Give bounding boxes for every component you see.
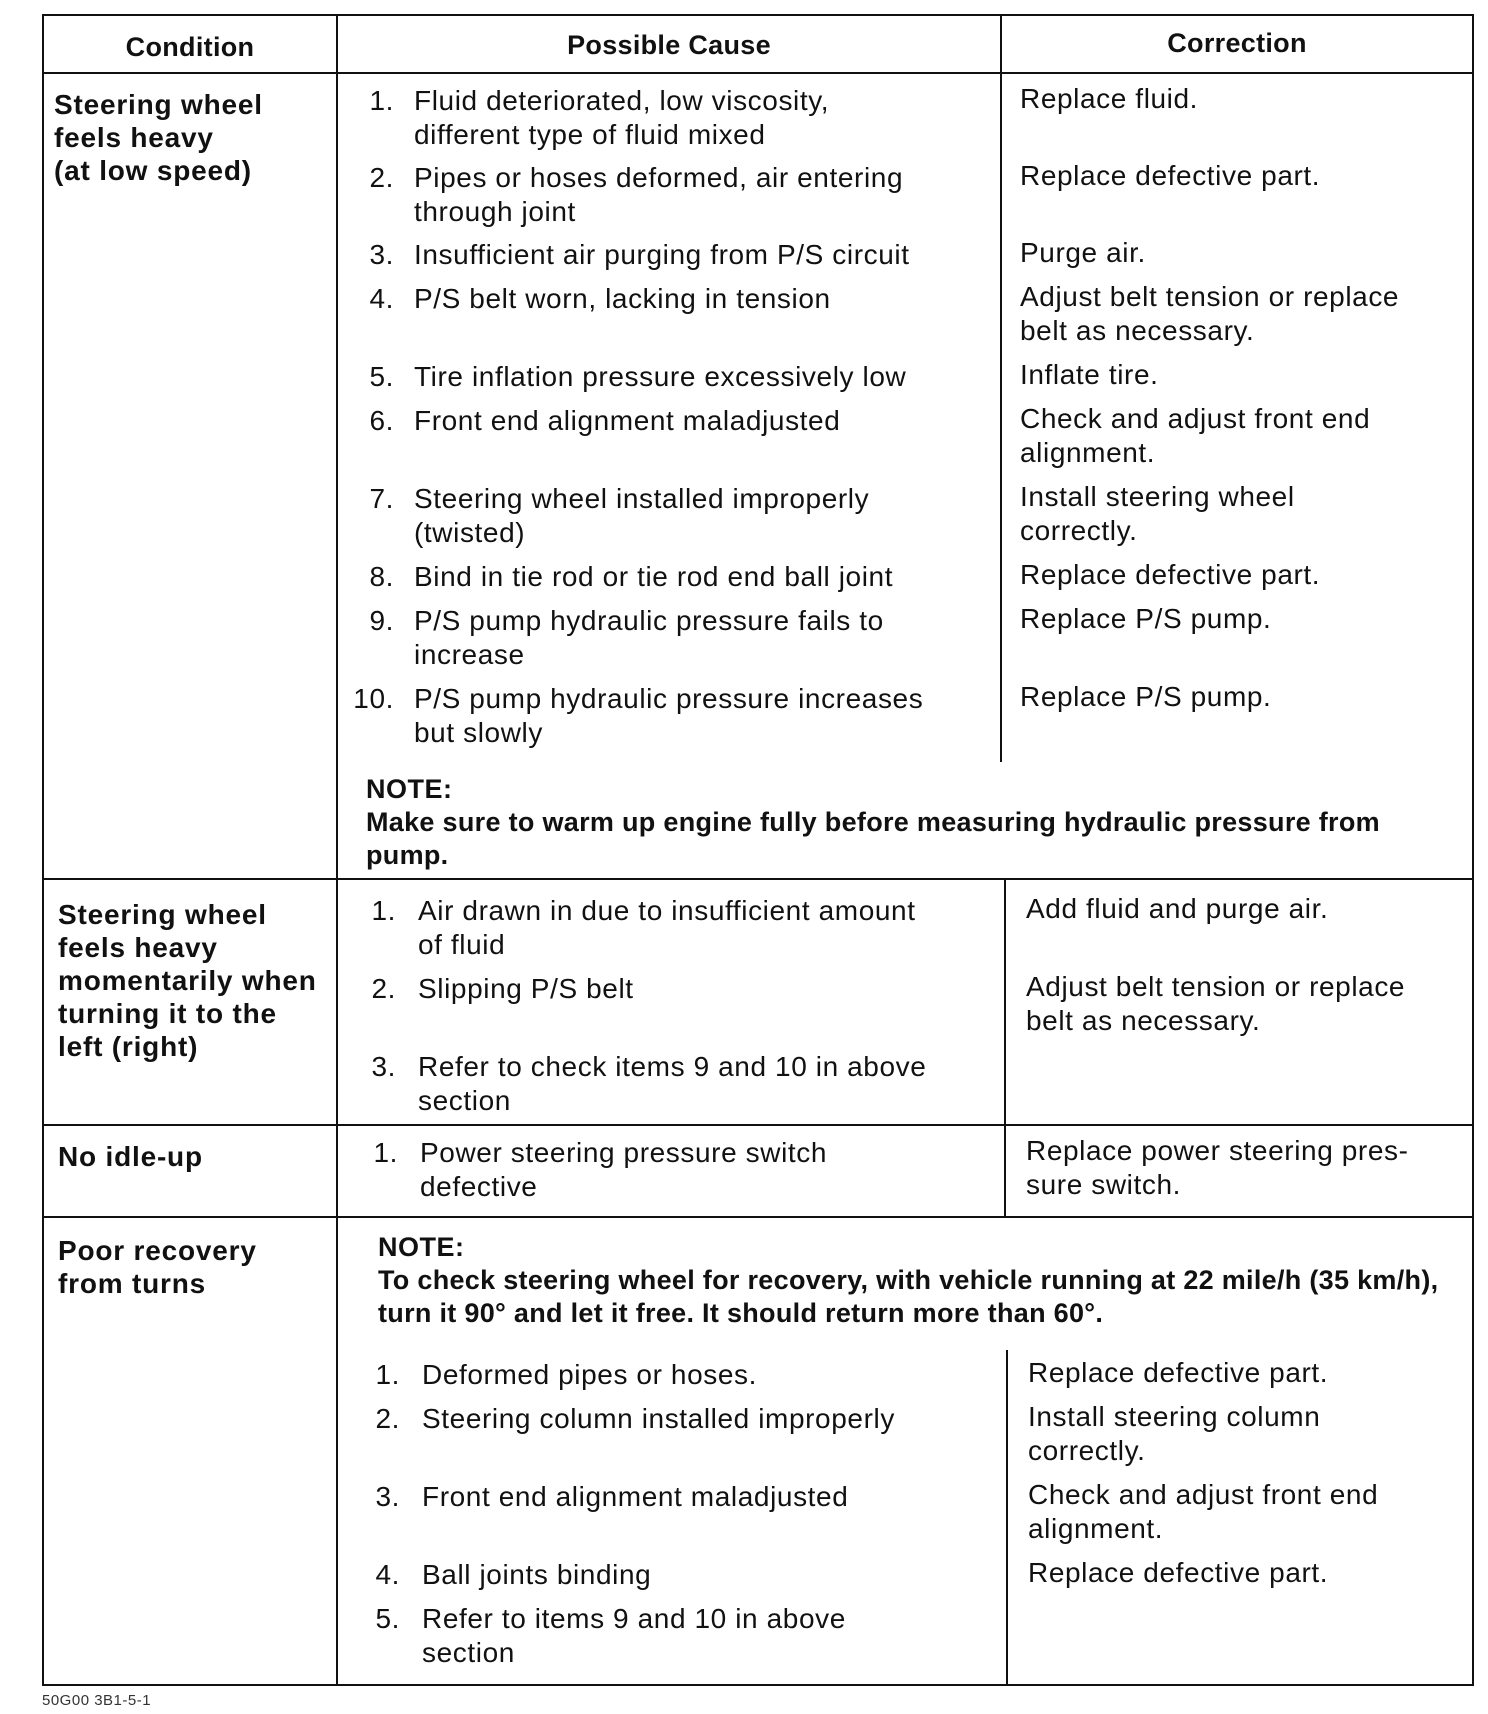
condition-text: Steering wheel [58, 899, 267, 930]
correction-text: Replace P/S pump. [1020, 681, 1272, 712]
cause-text: P/S belt worn, lacking in tension [414, 283, 831, 314]
cause-text: Pipes or hoses deformed, air entering [414, 162, 904, 193]
cause-number: 1. [369, 85, 394, 116]
cause-text: but slowly [414, 717, 543, 748]
cause-text: Refer to check items 9 and 10 in above [418, 1051, 927, 1082]
condition-text: Poor recovery [58, 1235, 257, 1266]
correction-text: sure switch. [1026, 1169, 1182, 1200]
section-rule-3 [42, 1216, 1474, 1218]
column-divider-cause-2 [1004, 878, 1006, 1124]
correction-text: Replace defective part. [1020, 160, 1321, 191]
cause-number: 1. [373, 1137, 398, 1168]
cause-text: section [422, 1637, 515, 1668]
cause-number: 5. [369, 361, 394, 392]
cause-number: 5. [375, 1603, 400, 1634]
cause-text: Power steering pressure switch [420, 1137, 828, 1168]
cause-number: 6. [369, 405, 394, 436]
correction-text: Replace defective part. [1028, 1557, 1329, 1588]
correction-text: Check and adjust front end [1020, 403, 1371, 434]
cause-text: Tire inflation pressure excessively low [414, 361, 907, 392]
cause-number: 1. [371, 895, 396, 926]
cause-text: Deformed pipes or hoses. [422, 1359, 758, 1390]
cause-text: of fluid [418, 929, 506, 960]
header-rule [42, 72, 1474, 74]
condition-text: No idle-up [58, 1141, 203, 1172]
cause-text: through joint [414, 196, 576, 227]
cause-number: 2. [371, 973, 396, 1004]
cause-text: Front end alignment maladjusted [414, 405, 841, 436]
correction-text: Install steering wheel [1020, 481, 1295, 512]
section-rule-2 [42, 1124, 1474, 1126]
correction-text: correctly. [1028, 1435, 1146, 1466]
column-divider-condition [336, 14, 338, 1686]
header-possible-cause: Possible Cause [567, 30, 771, 60]
correction-text: Replace P/S pump. [1020, 603, 1272, 634]
condition-text: Steering wheel [54, 89, 263, 120]
figure-code: 50G00 3B1-5-1 [42, 1692, 152, 1709]
condition-text: turning it to the [58, 998, 277, 1029]
correction-text: Add fluid and purge air. [1026, 893, 1329, 924]
cause-text: (twisted) [414, 517, 526, 548]
note-title: NOTE: [366, 774, 453, 804]
cause-text: different type of fluid mixed [414, 119, 766, 150]
correction-text: Adjust belt tension or replace [1020, 281, 1400, 312]
correction-text: correctly. [1020, 515, 1138, 546]
cause-text: Refer to items 9 and 10 in above [422, 1603, 846, 1634]
column-divider-cause-3 [1004, 1124, 1006, 1216]
condition-text: momentarily when [58, 965, 317, 996]
cause-text: Fluid deteriorated, low viscosity, [414, 85, 830, 116]
note-title: NOTE: [378, 1232, 465, 1262]
cause-text: P/S pump hydraulic pressure fails to [414, 605, 884, 636]
cause-number: 3. [375, 1481, 400, 1512]
correction-text: Replace defective part. [1028, 1357, 1329, 1388]
cause-text: Slipping P/S belt [418, 973, 634, 1004]
correction-text: Purge air. [1020, 237, 1146, 268]
cause-text: Ball joints binding [422, 1559, 652, 1590]
correction-text: Check and adjust front end [1028, 1479, 1379, 1510]
correction-text: alignment. [1020, 437, 1156, 468]
condition-text: left (right) [58, 1031, 199, 1062]
cause-number: 9. [369, 605, 394, 636]
cause-text: Steering column installed improperly [422, 1403, 895, 1434]
correction-text: Replace fluid. [1020, 83, 1199, 114]
cause-text: Front end alignment maladjusted [422, 1481, 849, 1512]
cause-number: 7. [369, 483, 394, 514]
condition-text: from turns [58, 1268, 206, 1299]
cause-number: 3. [369, 239, 394, 270]
correction-text: alignment. [1028, 1513, 1164, 1544]
cause-text: P/S pump hydraulic pressure increases [414, 683, 924, 714]
header-condition: Condition [125, 32, 255, 62]
correction-text: belt as necessary. [1020, 315, 1255, 346]
correction-text: Replace power steering pres- [1026, 1135, 1409, 1166]
cause-number: 2. [369, 162, 394, 193]
column-divider-cause-4 [1006, 1350, 1008, 1686]
condition-text: feels heavy [54, 122, 214, 153]
correction-text: Adjust belt tension or replace [1026, 971, 1406, 1002]
cause-number: 2. [375, 1403, 400, 1434]
cause-number: 4. [369, 283, 394, 314]
correction-text: Replace defective part. [1020, 559, 1321, 590]
cause-number: 3. [371, 1051, 396, 1082]
note-body: Make sure to warm up engine fully before measuring hydraulic pressure from pump. [366, 807, 1380, 870]
header-correction: Correction [1167, 28, 1307, 58]
correction-text: Inflate tire. [1020, 359, 1159, 390]
condition-text: feels heavy [58, 932, 218, 963]
column-divider-cause-1 [1000, 14, 1002, 762]
cause-text: section [418, 1085, 511, 1116]
correction-text: Install steering column [1028, 1401, 1321, 1432]
cause-text: Bind in tie rod or tie rod end ball joint [414, 561, 894, 592]
cause-text: Steering wheel installed improperly [414, 483, 870, 514]
cause-number: 4. [375, 1559, 400, 1590]
cause-number: 10. [353, 683, 394, 714]
note-body: To check steering wheel for recovery, with vehicle running at 22 mile/h (35 km/h), turn it 90° and let it free. It should return more than 60°. [378, 1265, 1439, 1328]
cause-text: defective [420, 1171, 538, 1202]
cause-number: 1. [375, 1359, 400, 1390]
cause-text: Insufficient air purging from P/S circuit [414, 239, 910, 270]
cause-text: Air drawn in due to insufficient amount [418, 895, 916, 926]
cause-number: 8. [369, 561, 394, 592]
condition-text: (at low speed) [54, 155, 252, 186]
section-rule-1 [42, 878, 1474, 880]
correction-text: belt as necessary. [1026, 1005, 1261, 1036]
cause-text: increase [414, 639, 525, 670]
